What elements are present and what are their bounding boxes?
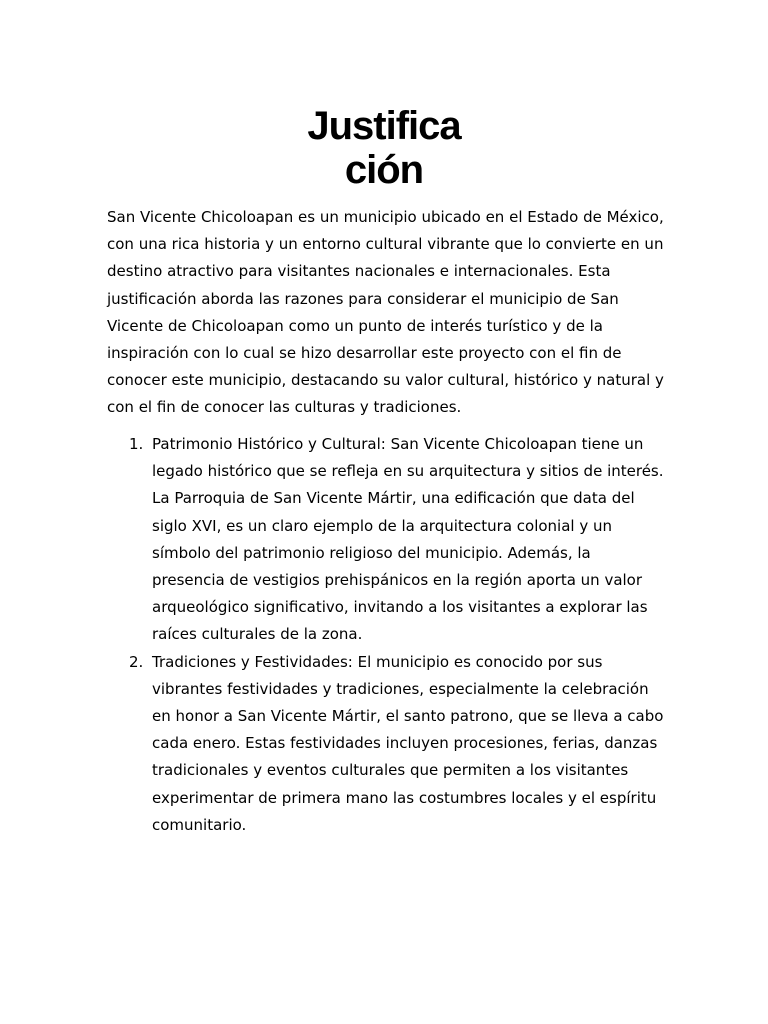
list-item-text: Patrimonio Histórico y Cultural: San Vicente Chicoloapan tiene un legado histórico que se refleja en su arquitectura y sitios de interés. La Parroquia de San Vicente Mártir, una edificación que data del siglo XVI, es un claro ejemplo de la arquitectura colonial y un símbolo del patrimonio religioso del municipio. Además, la presencia de vestigios prehispánicos en la región aporta un valor arqueológico significativo, invitando a los visitantes a explorar las raíces culturales de la zona. [152,435,664,644]
list-item [107,431,667,649]
justification-list [107,431,667,839]
title-line-2: ción [344,148,424,192]
list-item [107,649,667,839]
document-title [284,104,484,192]
list-item-number: 1. [129,435,144,453]
list-item-text: Tradiciones y Festividades: El municipio es conocido por sus vibrantes festividades y tradiciones, especialmente la celebración en honor a San Vicente Mártir, el santo patrono, que se lleva a cabo cada enero. Estas festividades incluyen procesiones, ferias, danzas tradicionales y eventos culturales que permiten a los visitantes experimentar de primera mano las costumbres locales y el espíritu comunitario. [152,652,664,834]
list-item-number: 2. [129,652,144,671]
title-line-1: Justifica [307,104,461,148]
intro-paragraph: San Vicente Chicoloapan es un municipio ubicado en el Estado de México, con una rica historia y un entorno cultural vibrante que lo convierte en un destino atractivo para visitantes nacionales e internacionales. Esta justificación aborda las razones para considerar el municipio de San Vicente de Chicoloapan como un punto de interés turístico y de la inspiración con lo cual se hizo desarrollar este proyecto con el fin de conocer este municipio, destacando su valor cultural, histórico y natural y con el fin de conocer las culturas y tradiciones. [107,208,664,417]
